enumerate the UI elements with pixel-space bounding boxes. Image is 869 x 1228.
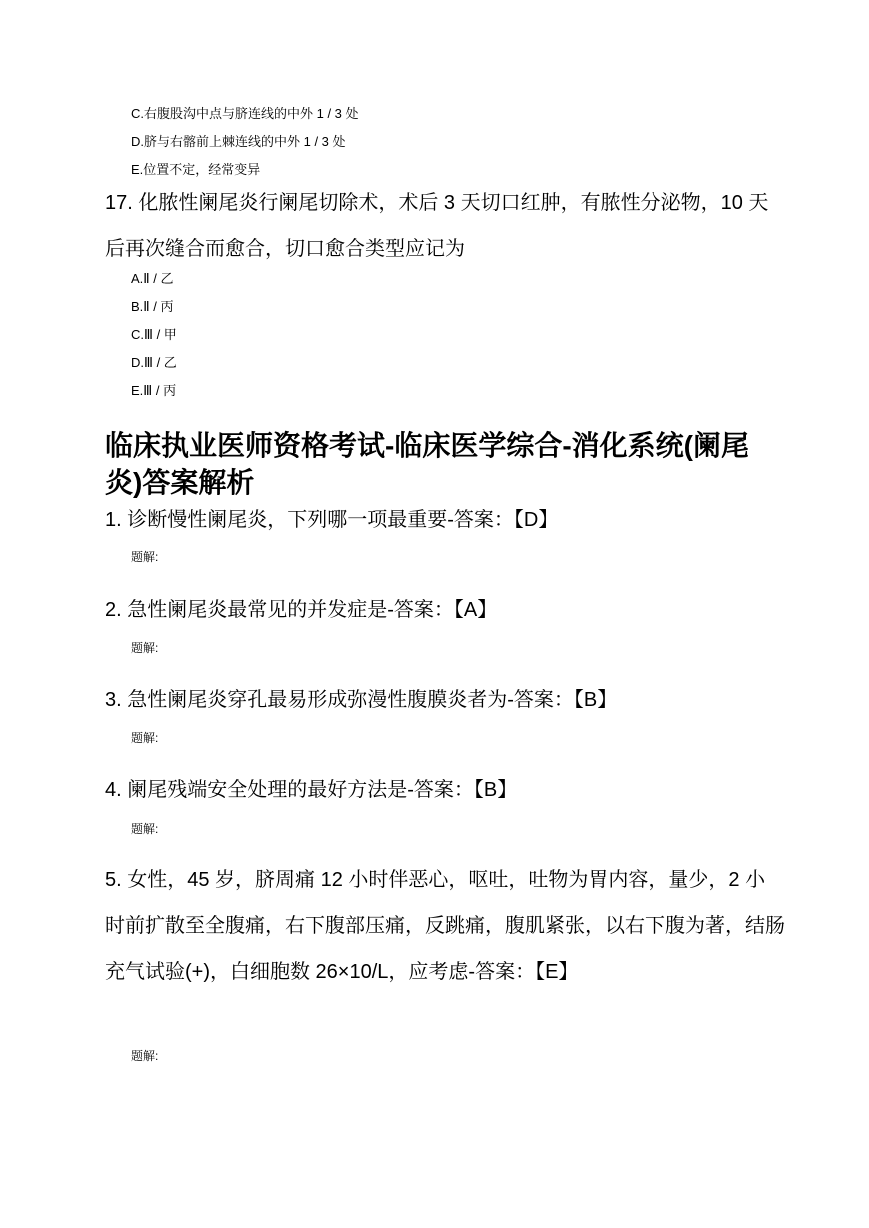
option-e: E.位置不定，经常变异 (131, 162, 261, 177)
answer-1: 1. 诊断慢性阑尾炎，下列哪一项最重要-答案：【D】 (105, 509, 559, 531)
answer-2: 2. 急性阑尾炎最常见的并发症是-答案：【A】 (105, 599, 498, 621)
question-17: 17. 化脓性阑尾炎行阑尾切除术，术后 3 天切口红肿，有脓性分泌物，10 天后再次缝合而愈合，切口愈合类型应记为 (105, 192, 769, 260)
option-c: C.右腹股沟中点与脐连线的中外 1 / 3 处 (131, 106, 359, 121)
answer-5: 5. 女性，45 岁，脐周痛 12 小时伴恶心，呕吐，吐物为胃内容，量少，2 小时前扩散至全腹痛，右下腹部压痛，反跳痛，腹肌紧张，以右下腹为著，结肠充气试验(+)，白细胞数 26×10/L，应考虑-答案：【E】 (105, 869, 785, 983)
q17-option-c: C.Ⅲ / 甲 (131, 327, 177, 342)
answer-3: 3. 急性阑尾炎穿孔最易形成弥漫性腹膜炎者为-答案：【B】 (105, 689, 618, 711)
option-d: D.脐与右髂前上棘连线的中外 1 / 3 处 (131, 134, 346, 149)
q17-option-d: D.Ⅲ / 乙 (131, 355, 177, 370)
answer-5-explanation: 题解: (131, 1049, 159, 1063)
answer-4: 4. 阑尾残端安全处理的最好方法是-答案：【B】 (105, 779, 518, 801)
answer-2-explanation: 题解: (131, 641, 159, 655)
q17-option-a: A.Ⅱ / 乙 (131, 271, 174, 286)
section-title: 临床执业医师资格考试-临床医学综合-消化系统(阑尾炎)答案解析 (105, 430, 749, 498)
q17-option-e: E.Ⅲ / 丙 (131, 383, 177, 398)
answer-4-explanation: 题解: (131, 822, 159, 836)
answer-3-explanation: 题解: (131, 731, 159, 745)
answer-1-explanation: 题解: (131, 550, 159, 564)
q17-option-b: B.Ⅱ / 丙 (131, 299, 174, 314)
